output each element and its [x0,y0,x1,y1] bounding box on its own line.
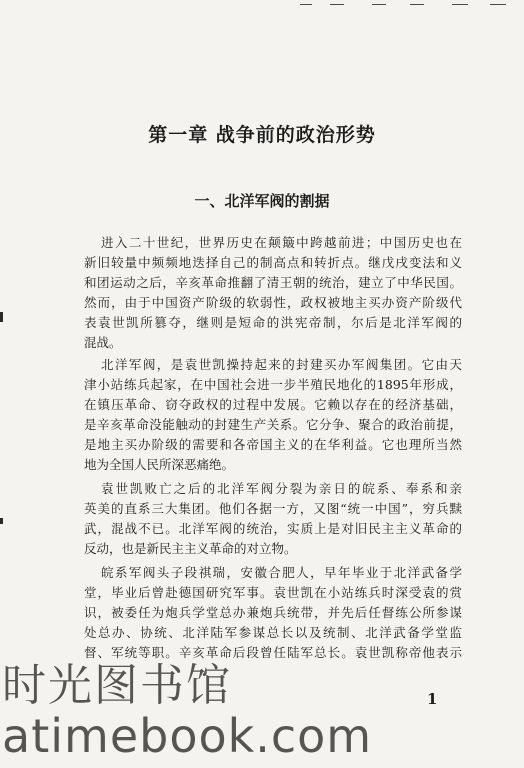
scan-mark [410,4,424,5]
scan-edge-mark [0,312,3,322]
scan-mark [372,4,386,5]
paragraph-line: 袁世凯败亡之后的北洋军阀分裂为亲日的皖系、奉系和亲 [101,481,462,496]
scan-mark [330,4,344,5]
paragraph-line: 督、军统等职。辛亥革命后段曾任陆军总长。袁世凯称帝他表示 [84,645,462,660]
paragraph-line: 新旧较量中频频地迭择自己的制高点和转折点。继戊戌变法和义 [84,255,462,270]
paragraph-line: 是地主买办阶级的需要和各帝国主义的在华利益。它也理所当然 [84,437,462,452]
watermark [0,662,524,768]
paragraph-line: 在镇压革命、窃夺政权的过程中发展。它赖以存在的经济基础， [84,397,462,412]
paragraph-line: 是辛亥革命没能触动的封建生产关系。它分争、聚合的政治前提， [84,417,462,432]
paragraph-line: 然而，由于中国资产阶级的软弱性，政权被地主买办资产阶级代 [84,295,462,310]
paragraph-line: 识，被委任为炮兵学堂总办兼炮兵统带，并先后任督练公所参谋 [84,605,462,620]
paragraph-line: 皖系军阀头子段祺瑞，安徽合肥人，早年毕业于北洋武备学 [101,565,462,580]
paragraph-line: 处总办、协统、北洋陆军参谋总长以及统制、北洋武备学堂监 [84,625,462,640]
paragraph-line: 英美的直系三大集团。他们各据一方，又图“统一中国”，穷兵黩 [84,501,462,516]
scan-mark [452,4,468,5]
scan-edge-mark [0,518,3,524]
scan-mark [300,4,312,5]
page-number: 1 [427,690,438,708]
paragraph-line: 混战。 [84,335,122,350]
paragraph-line: 和团运动之后，辛亥革命推翻了清王朝的统治，建立了中华民国。 [84,275,462,290]
watermark-url: atimebook.com [2,709,373,763]
paragraph-line: 北洋军阀，是袁世凯操持起来的封建买办军阀集团。它由天 [101,357,462,372]
paragraph-line: 武，混战不已。北洋军阀的统治，实质上是对旧民主主义革命的 [84,521,462,536]
paragraph-line: 津小站练兵起家，在中国社会进一步半殖民地化的1895年形成， [84,377,462,392]
section-title: 一、北洋军阀的割据 [194,192,330,210]
chapter-title: 第一章 战争前的政治形势 [148,124,376,146]
watermark-chinese: 时光图书馆 [2,660,232,711]
paragraph-line: 堂，毕业后曾赴德国研究军事。袁世凯在小站练兵时深受袁的赏 [84,585,462,600]
paragraph-line: 表袁世凯所篡夺，继则是短命的洪宪帝制，尔后是北洋军阀的 [84,315,462,330]
paragraph-line: 进入二十世纪，世界历史在颠簸中跨越前进；中国历史也在 [101,235,462,250]
paragraph-line: 地为全国人民所深恶痛绝。 [84,457,235,472]
scan-mark [490,4,506,5]
paragraph-line: 反动，也是新民主主义革命的对立物。 [84,541,297,556]
